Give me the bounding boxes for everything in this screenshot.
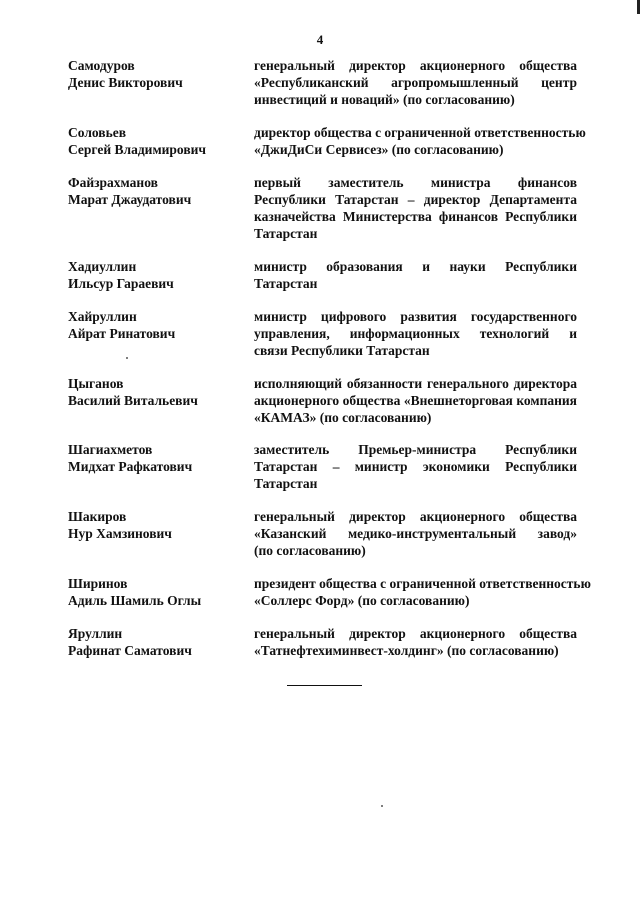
person-surname: Соловьев bbox=[68, 125, 127, 140]
person-name bbox=[68, 625, 243, 659]
position-line: Татарстан bbox=[254, 276, 318, 291]
person-name bbox=[68, 308, 243, 342]
position-line: «Татнефтехиминвест-холдинг» (по согласованию) bbox=[254, 643, 559, 658]
position-line: исполняющий обязанности генерального директора bbox=[254, 376, 577, 391]
scan-speck bbox=[126, 357, 128, 359]
person-position bbox=[254, 508, 577, 559]
position-line: генеральный директор акционерного общества bbox=[254, 509, 577, 524]
person-surname: Хайруллин bbox=[68, 309, 137, 324]
person-given-name: Айрат Ринатович bbox=[68, 326, 176, 341]
person-given-name: Рафинат Саматович bbox=[68, 643, 192, 658]
position-line: «Казанский медико-инструментальный завод» bbox=[254, 526, 577, 541]
person-position bbox=[254, 625, 577, 659]
person-name bbox=[68, 441, 243, 475]
position-line: директор общества с ограниченной ответственностью bbox=[254, 125, 586, 140]
person-position bbox=[254, 575, 591, 609]
person-position bbox=[254, 57, 577, 108]
page-number: 4 bbox=[316, 32, 324, 47]
person-name bbox=[68, 375, 243, 409]
person-given-name: Нур Хамзинович bbox=[68, 526, 172, 541]
position-line: генеральный директор акционерного общества bbox=[254, 58, 577, 73]
position-line: заместитель Премьер-министра Республики bbox=[254, 442, 577, 457]
person-position bbox=[254, 258, 577, 292]
position-line: управления, информационных технологий и bbox=[254, 326, 577, 341]
person-given-name: Мидхат Рафкатович bbox=[68, 459, 193, 474]
person-surname: Шагиахметов bbox=[68, 442, 153, 457]
person-surname: Хадиуллин bbox=[68, 259, 137, 274]
person-name bbox=[68, 575, 243, 609]
position-line: Татарстан bbox=[254, 476, 318, 491]
person-position bbox=[254, 308, 577, 359]
person-surname: Файзрахманов bbox=[68, 175, 158, 190]
person-surname: Ширинов bbox=[68, 576, 128, 591]
person-surname: Шакиров bbox=[68, 509, 127, 524]
position-line: «Соллерс Форд» (по согласованию) bbox=[254, 593, 470, 608]
person-surname: Самодуров bbox=[68, 58, 135, 73]
person-given-name: Сергей Владимирович bbox=[68, 142, 207, 157]
person-given-name: Денис Викторович bbox=[68, 75, 183, 90]
position-line: Татарстан bbox=[254, 226, 318, 241]
person-given-name: Марат Джаудатович bbox=[68, 192, 192, 207]
person-name bbox=[68, 57, 243, 91]
person-surname: Цыганов bbox=[68, 376, 124, 391]
position-line: «ДжиДиСи Сервисез» (по согласованию) bbox=[254, 142, 504, 157]
position-line: министр цифрового развития государственного bbox=[254, 309, 577, 324]
position-line: Республики Татарстан – директор Департамента bbox=[254, 192, 577, 207]
position-line: казначейства Министерства финансов Республики bbox=[254, 209, 577, 224]
position-line: «Республиканский агропромышленный центр bbox=[254, 75, 577, 90]
scan-speck bbox=[381, 805, 383, 807]
position-line: первый заместитель министра финансов bbox=[254, 175, 577, 190]
person-position bbox=[254, 174, 577, 242]
person-name bbox=[68, 258, 243, 292]
position-line: министр образования и науки Республики bbox=[254, 259, 577, 274]
person-name bbox=[68, 124, 243, 158]
person-given-name: Ильсур Гараевич bbox=[68, 276, 174, 291]
person-name bbox=[68, 174, 243, 208]
position-line: инвестиций и новаций» (по согласованию) bbox=[254, 92, 515, 107]
position-line: «КАМАЗ» (по согласованию) bbox=[254, 410, 432, 425]
person-given-name: Адиль Шамиль Оглы bbox=[68, 593, 202, 608]
person-given-name: Василий Витальевич bbox=[68, 393, 198, 408]
person-position bbox=[254, 124, 586, 158]
person-surname: Яруллин bbox=[68, 626, 123, 641]
position-line: генеральный директор акционерного общества bbox=[254, 626, 577, 641]
position-line: акционерного общества «Внешнеторговая компания bbox=[254, 393, 577, 408]
position-line: президент общества с ограниченной ответственностью bbox=[254, 576, 591, 591]
person-name bbox=[68, 508, 243, 542]
position-line: (по согласованию) bbox=[254, 543, 366, 558]
position-line: Татарстан – министр экономики Республики bbox=[254, 459, 577, 474]
person-position bbox=[254, 441, 577, 492]
position-line: связи Республики Татарстан bbox=[254, 343, 430, 358]
end-of-list-divider bbox=[287, 685, 362, 686]
person-position bbox=[254, 375, 577, 426]
